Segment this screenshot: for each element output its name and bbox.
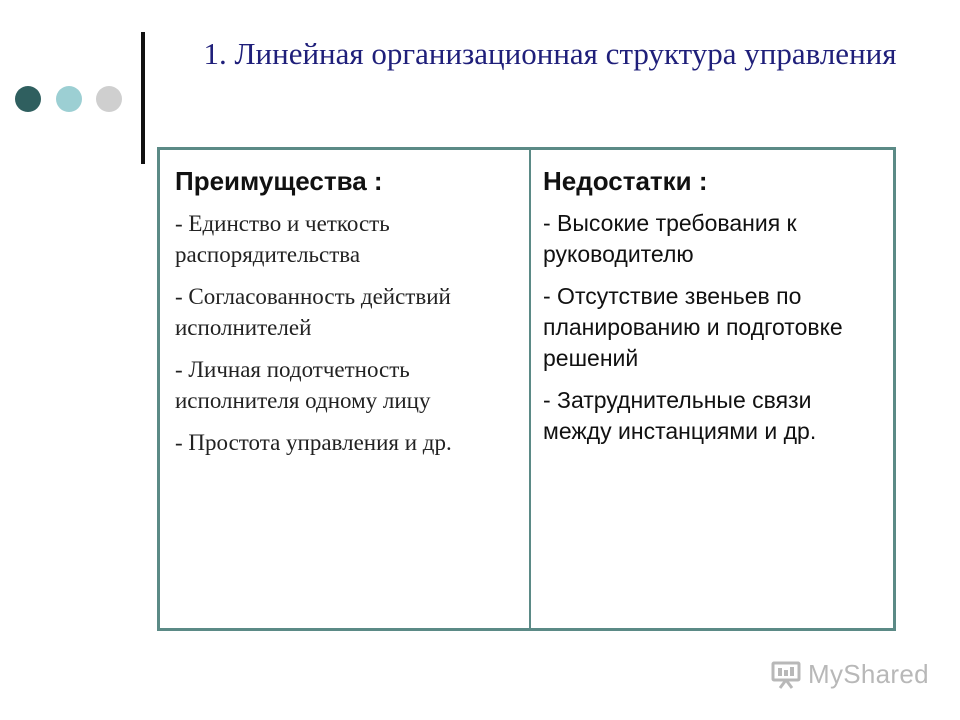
presentation-board-icon: [770, 658, 802, 690]
disadvantages-list: [543, 208, 879, 447]
decorative-dot-dark: [15, 86, 41, 112]
myshared-watermark: [770, 656, 930, 692]
watermark-text: MyShared: [808, 658, 929, 689]
advantage-item: - Единство и четкость распорядительства: [175, 211, 390, 267]
advantage-item: - Личная подотчетность исполнителя одному лицу: [175, 357, 431, 413]
decorative-dot-gray: [96, 86, 122, 112]
advantages-list: [175, 208, 515, 458]
advantage-item: - Простота управления и др.: [175, 430, 452, 455]
disadvantage-item: - Высокие требования к руководителю: [543, 210, 797, 267]
comparison-table: [157, 147, 896, 631]
disadvantages-column: [531, 150, 893, 628]
slide-title: 1. Линейная организационная структура управления: [203, 36, 897, 71]
disadvantage-item: - Затруднительные связи между инстанциями и др.: [543, 387, 817, 444]
advantages-column: [160, 150, 531, 628]
decorative-dot-teal: [56, 86, 82, 112]
title-divider-bar: [141, 32, 145, 164]
disadvantages-heading: Недостатки :: [543, 166, 708, 196]
advantages-heading: Преимущества :: [175, 166, 383, 196]
disadvantage-item: - Отсутствие звеньев по планированию и подготовке решений: [543, 283, 843, 371]
advantage-item: - Согласованность действий исполнителей: [175, 284, 451, 340]
